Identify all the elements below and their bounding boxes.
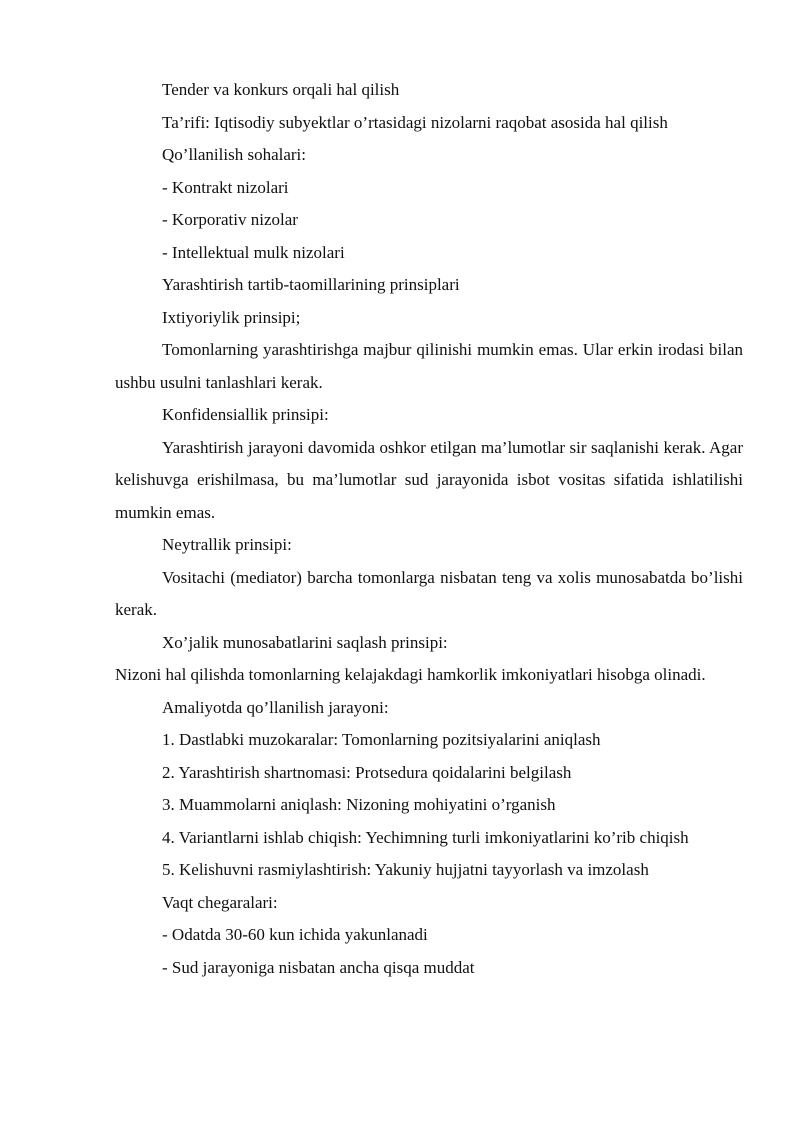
paragraph-voluntariness-body: Tomonlarning yarashtirishga majbur qilinishi mumkin emas. Ular erkin irodasi bilan ushbu usulni tanlashlari kerak. [115,340,743,392]
step-item-2: 2. Yarashtirish shartnomasi: Protsedura qoidalarini belgilash [162,762,572,782]
paragraph-time-limits-heading: Vaqt chegaralari: [162,892,278,912]
step-item-4: 4. Variantlarni ishlab chiqish: Yechimning turli imkoniyatlarini ko’rib chiqish [162,827,689,847]
step-item-5: 5. Kelishuvni rasmiylashtirish: Yakuniy hujjatni tayyorlash va imzolash [162,860,649,879]
paragraph-areas-heading: Qo’llanilish sohalari: [162,145,307,164]
list-item-duration: - Odatda 30-60 kun ichida yakunlanadi [162,925,428,944]
step-item-3: 3. Muammolarni aniqlash: Nizoning mohiyatini o’rganish [162,795,556,814]
paragraph-voluntariness-heading: Ixtiyoriylik prinsipi; [162,307,301,327]
list-item-shorter-than-court: - Sud jarayoniga nisbatan ancha qisqa muddat [162,957,475,977]
list-item-ip-disputes: - Intellektual mulk nizolari [162,242,345,262]
paragraph-confidentiality-body: Yarashtirish jarayoni davomida oshkor etilgan ma’lumotlar sir saqlanishi kerak. Agar kelishuvga erishilmasa, bu ma’lumotlar sud jarayonida isbot vositas sifatida ishlatilishi mumkin emas. [115,437,743,522]
paragraph-tender-heading: Tender va konkurs orqali hal qilish [162,80,400,99]
paragraph-definition: Ta’rifi: Iqtisodiy subyektlar o’rtasidagi nizolarni raqobat asosida hal qilish [162,112,668,132]
list-item-contract-disputes: - Kontrakt nizolari [162,177,289,197]
paragraph-principles-heading: Yarashtirish tartib-taomillarining prinsiplari [162,275,460,294]
paragraph-relations-heading: Xo’jalik munosabatlarini saqlash prinsipi: [162,632,448,652]
step-item-1: 1. Dastlabki muzokaralar: Tomonlarning pozitsiyalarini aniqlash [162,730,601,749]
paragraph-practice-heading: Amaliyotda qo’llanilish jarayoni: [162,697,389,717]
paragraph-confidentiality-heading: Konfidensiallik prinsipi: [162,405,329,424]
paragraph-relations-body: Nizoni hal qilishda tomonlarning kelajakdagi hamkorlik imkoniyatlari hisobga olinadi. [115,665,706,684]
paragraph-neutrality-body: Vositachi (mediator) barcha tomonlarga nisbatan teng va xolis munosabatda bo’lishi kerak. [115,567,743,619]
document-body [115,74,743,984]
paragraph-neutrality-heading: Neytrallik prinsipi: [162,535,292,554]
list-item-corporate-disputes: - Korporativ nizolar [162,210,298,229]
